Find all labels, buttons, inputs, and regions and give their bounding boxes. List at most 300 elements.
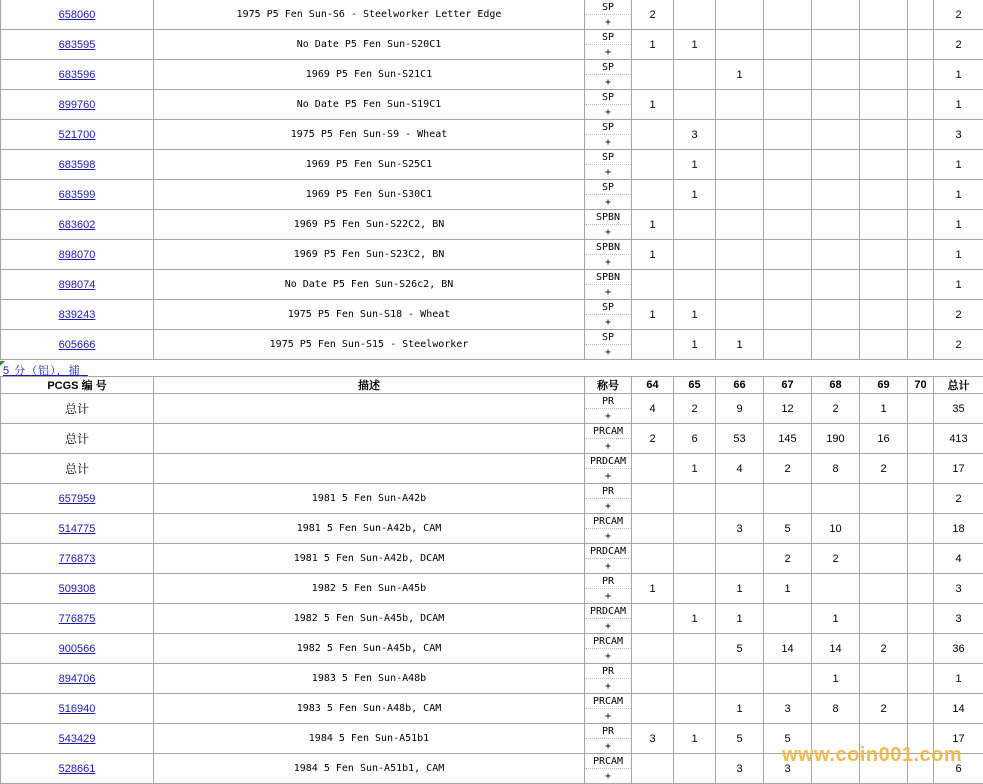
designation-stack [585,394,631,423]
designation-label: SPBN [585,210,631,225]
designation-plus-link[interactable]: + [585,499,631,513]
grade-64-count [632,30,674,60]
description-cell [154,664,585,694]
grade-64-count [632,394,674,424]
pcgs-id-cell [1,30,154,60]
designation-label: SP [585,180,631,195]
grade-64-count [632,270,674,300]
total-count-cell [934,454,983,484]
pcgs-id-link[interactable]: 509308 [59,583,96,595]
designation-cell [585,754,632,784]
pcgs-id-cell [1,120,154,150]
designation-plus-link[interactable]: + [585,45,631,59]
description-text: 1984 5 Fen Sun-A51b1 [309,733,429,744]
total-count-cell [934,484,983,514]
count-value: 5 [784,523,790,535]
total-count-value: 1 [955,673,961,685]
grade-69-count [860,454,908,484]
header-grade-70[interactable]: 70 [908,377,934,394]
grade-64-count [632,120,674,150]
header-grade-64[interactable]: 64 [632,377,674,394]
designation-cell [585,120,632,150]
grade-65-count [674,724,716,754]
designation-stack [585,604,631,633]
grade-66-count [716,484,764,514]
grade-64-count [632,210,674,240]
grade-65-count [674,424,716,454]
population-table-section-1 [0,0,983,360]
designation-label: PR [585,574,631,589]
description-cell [154,60,585,90]
grade-66-count [716,454,764,484]
grade-70-count [908,544,934,574]
description-cell [154,544,585,574]
pcgs-id-link[interactable]: 605666 [59,339,96,351]
designation-plus-link[interactable]: + [585,105,631,119]
description-text: 1975 P5 Fen Sun-S18 - Wheat [288,309,451,320]
header-total[interactable]: 总计 [934,377,983,394]
grade-67-count [764,210,812,240]
count-value: 1 [784,583,790,595]
grade-69-count [860,330,908,360]
description-text: 1983 5 Fen Sun-A48b, CAM [297,703,442,714]
grade-66-count [716,60,764,90]
grade-70-count [908,514,934,544]
description-text: 1981 5 Fen Sun-A42b [312,493,426,504]
header-grade-69[interactable]: 69 [860,377,908,394]
grade-65-count [674,754,716,784]
designation-plus-link[interactable]: + [585,165,631,179]
table-row [1,694,983,724]
grade-65-count [674,90,716,120]
grade-64-count [632,724,674,754]
pcgs-id-cell [1,724,154,754]
grade-64-count [632,180,674,210]
designation-label: PRCAM [585,514,631,529]
pcgs-id-cell [1,90,154,120]
total-count-cell [934,60,983,90]
grade-68-count [812,664,860,694]
total-count-cell [934,604,983,634]
pcgs-id-cell [1,240,154,270]
grade-64-count [632,514,674,544]
count-value: 3 [691,129,697,141]
grade-68-count [812,180,860,210]
designation-plus-link[interactable]: + [585,439,631,453]
description-cell [154,90,585,120]
total-count-cell [934,694,983,724]
grade-70-count [908,424,934,454]
designation-stack [585,424,631,453]
grade-65-count [674,120,716,150]
total-count-value: 1 [955,69,961,81]
designation-cell [585,60,632,90]
count-value: 10 [829,523,841,535]
designation-plus-link[interactable]: + [585,285,631,299]
grade-69-count [860,574,908,604]
grade-66-count [716,150,764,180]
designation-stack [585,150,631,179]
count-value: 2 [880,703,886,715]
designation-label: PR [585,724,631,739]
designation-cell [585,634,632,664]
grade-65-count [674,574,716,604]
designation-plus-link[interactable]: + [585,195,631,209]
pcgs-id-cell [1,330,154,360]
total-count-value: 1 [955,189,961,201]
designation-label: SP [585,330,631,345]
header-designation[interactable]: 称号 [585,377,632,394]
designation-stack [585,330,631,359]
designation-stack [585,210,631,239]
designation-label: PRCAM [585,694,631,709]
description-text: 1981 5 Fen Sun-A42b, CAM [297,523,442,534]
designation-plus-link[interactable]: + [585,315,631,329]
count-value: 1 [736,613,742,625]
grade-66-count [716,330,764,360]
count-value: 1 [691,189,697,201]
total-count-value: 3 [955,583,961,595]
grade-66-count [716,634,764,664]
pcgs-id-link[interactable]: 657959 [59,493,96,505]
grade-70-count [908,210,934,240]
grade-69-count [860,150,908,180]
description-text: 1981 5 Fen Sun-A42b, DCAM [294,553,445,564]
description-text: 1975 P5 Fen Sun-S9 - Wheat [291,129,448,140]
grade-64-count [632,240,674,270]
pcgs-id-cell [1,574,154,604]
grade-69-count [860,544,908,574]
count-value: 1 [649,583,655,595]
grade-66-count [716,754,764,784]
header-pcgs-id[interactable]: PCGS 编 号 [1,377,154,394]
total-count-value: 36 [952,643,964,655]
grade-65-count [674,150,716,180]
pcgs-id-link[interactable]: 543429 [59,733,96,745]
count-value: 2 [784,463,790,475]
grade-70-count [908,574,934,604]
grade-66-count [716,180,764,210]
grade-65-count [674,210,716,240]
grade-68-count [812,424,860,454]
grade-64-count [632,484,674,514]
section-1-body [1,0,983,360]
designation-plus-link[interactable]: + [585,135,631,149]
grade-66-count [716,574,764,604]
designation-plus-link[interactable]: + [585,589,631,603]
pcgs-id-link[interactable]: 776875 [59,613,96,625]
pcgs-id-link[interactable]: 658060 [59,9,96,21]
designation-cell [585,544,632,574]
grade-68-count [812,270,860,300]
header-grade-66[interactable]: 66 [716,377,764,394]
total-count-cell [934,514,983,544]
grade-66-count [716,0,764,30]
count-value: 1 [649,39,655,51]
grade-65-count [674,664,716,694]
total-count-value: 2 [955,9,961,21]
grade-65-count [674,394,716,424]
designation-plus-link[interactable]: + [585,619,631,633]
grade-64-count [632,604,674,634]
designation-stack [585,454,631,483]
designation-stack [585,0,631,29]
table-row [1,30,983,60]
grade-64-count [632,300,674,330]
grade-70-count [908,90,934,120]
grade-70-count [908,394,934,424]
grade-68-count [812,330,860,360]
pcgs-id-link[interactable]: 839243 [59,309,96,321]
grade-67-count [764,544,812,574]
table-row [1,300,983,330]
description-cell [154,330,585,360]
count-value: 1 [832,613,838,625]
total-count-cell [934,270,983,300]
grade-68-count [812,150,860,180]
grade-69-count [860,300,908,330]
pcgs-id-cell [1,180,154,210]
designation-plus-link[interactable]: + [585,225,631,239]
header-grade-65[interactable]: 65 [674,377,716,394]
designation-plus-link[interactable]: + [585,679,631,693]
grade-66-count [716,424,764,454]
pcgs-id-link[interactable]: 899760 [59,99,96,111]
grade-68-count [812,604,860,634]
grade-67-count [764,574,812,604]
designation-plus-link[interactable]: + [585,739,631,753]
pcgs-id-link[interactable]: 683598 [59,159,96,171]
count-value: 5 [736,733,742,745]
count-value: 2 [649,433,655,445]
pcgs-id-link[interactable]: 683599 [59,189,96,201]
total-count-cell [934,30,983,60]
designation-stack [585,300,631,329]
designation-plus-link[interactable]: + [585,409,631,423]
pcgs-id-link[interactable]: 900566 [59,643,96,655]
total-count-value: 17 [952,733,964,745]
grade-64-count [632,0,674,30]
pcgs-id-link[interactable]: 514775 [59,523,96,535]
pcgs-id-cell [1,60,154,90]
grade-68-count [812,0,860,30]
grade-65-count [674,634,716,664]
table-row [1,60,983,90]
designation-cell [585,484,632,514]
designation-plus-link[interactable]: + [585,469,631,483]
pcgs-id-link[interactable]: 683602 [59,219,96,231]
designation-label: SPBN [585,270,631,285]
grade-66-count [716,544,764,574]
grade-64-count [632,60,674,90]
pcgs-id-link[interactable]: 776873 [59,553,96,565]
pcgs-id-link[interactable]: 683595 [59,39,96,51]
designation-label: SP [585,300,631,315]
count-value: 2 [880,643,886,655]
description-cell [154,514,585,544]
designation-stack [585,30,631,59]
grade-70-count [908,0,934,30]
grade-66-count [716,300,764,330]
count-value: 2 [691,403,697,415]
grade-68-count [812,30,860,60]
designation-stack [585,754,631,783]
pcgs-id-link[interactable]: 528661 [59,763,96,775]
grade-68-count [812,454,860,484]
count-value: 9 [736,403,742,415]
designation-cell [585,330,632,360]
description-cell [154,394,585,424]
designation-plus-link[interactable]: + [585,709,631,723]
total-count-cell [934,544,983,574]
grade-69-count [860,210,908,240]
designation-plus-link[interactable]: + [585,255,631,269]
description-cell [154,754,585,784]
table-row [1,544,983,574]
designation-cell [585,240,632,270]
count-value: 3 [736,523,742,535]
grade-67-count [764,30,812,60]
count-value: 2 [784,553,790,565]
grade-70-count [908,120,934,150]
designation-plus-link[interactable]: + [585,75,631,89]
count-value: 1 [649,309,655,321]
pcgs-id-link[interactable]: 521700 [59,129,96,141]
designation-label: PRCAM [585,754,631,769]
grade-69-count [860,90,908,120]
pcgs-id-cell [1,150,154,180]
description-text: 1982 5 Fen Sun-A45b, CAM [297,643,442,654]
grade-67-count [764,240,812,270]
description-cell [154,30,585,60]
count-value: 1 [736,703,742,715]
table-row [1,270,983,300]
grade-66-count [716,270,764,300]
pcgs-id-link[interactable]: 898070 [59,249,96,261]
designation-plus-link[interactable]: + [585,649,631,663]
grade-64-count [632,664,674,694]
grade-69-count [860,694,908,724]
grade-69-count [860,60,908,90]
site-watermark: www.coin001.com [782,744,962,767]
grade-68-count [812,544,860,574]
total-count-cell [934,210,983,240]
designation-cell [585,0,632,30]
designation-plus-link[interactable]: + [585,345,631,359]
designation-plus-link[interactable]: + [585,769,631,783]
description-cell [154,604,585,634]
total-count-cell [934,634,983,664]
description-text: 1975 P5 Fen Sun-S15 - Steelworker [270,339,469,350]
pcgs-id-link[interactable]: 894706 [59,673,96,685]
designation-plus-link[interactable]: + [585,15,631,29]
count-value: 4 [736,463,742,475]
designation-stack [585,484,631,513]
header-grade-67[interactable]: 67 [764,377,812,394]
grade-69-count [860,484,908,514]
total-count-cell [934,394,983,424]
description-cell [154,120,585,150]
count-value: 1 [736,69,742,81]
grade-70-count [908,60,934,90]
designation-stack [585,514,631,543]
grade-67-count [764,330,812,360]
pcgs-id-cell [1,634,154,664]
grade-70-count [908,240,934,270]
header-grade-68[interactable]: 68 [812,377,860,394]
designation-label: SP [585,150,631,165]
pcgs-id-link[interactable]: 516940 [59,703,96,715]
grade-65-count [674,270,716,300]
designation-plus-link[interactable]: + [585,559,631,573]
pcgs-id-cell [1,210,154,240]
designation-stack [585,120,631,149]
description-cell [154,300,585,330]
header-description[interactable]: 描述 [154,377,585,394]
count-value: 16 [877,433,889,445]
grade-66-count [716,240,764,270]
pcgs-id-link[interactable]: 683596 [59,69,96,81]
designation-stack [585,544,631,573]
count-value: 1 [691,339,697,351]
pcgs-id-cell [1,664,154,694]
pcgs-id-link[interactable]: 898074 [59,279,96,291]
designation-label: SPBN [585,240,631,255]
grade-64-count [632,150,674,180]
count-value: 2 [832,553,838,565]
grade-70-count [908,300,934,330]
description-cell [154,240,585,270]
designation-label: PRDCAM [585,544,631,559]
grade-68-count [812,240,860,270]
total-row [1,454,983,484]
designation-label: PRCAM [585,634,631,649]
description-text: 1969 P5 Fen Sun-S21C1 [306,69,432,80]
description-cell [154,210,585,240]
count-value: 2 [649,9,655,21]
grade-65-count [674,454,716,484]
section-title-link[interactable]: 5 分（铝），捕_ [3,362,88,378]
description-text: 1969 P5 Fen Sun-S23C2, BN [294,249,445,260]
total-count-cell [934,330,983,360]
designation-cell [585,30,632,60]
description-text: 1984 5 Fen Sun-A51b1, CAM [294,763,445,774]
grade-69-count [860,664,908,694]
grade-67-count [764,300,812,330]
designation-plus-link[interactable]: + [585,529,631,543]
description-cell [154,424,585,454]
total-label: 总计 [65,402,89,416]
grade-68-count [812,60,860,90]
grade-65-count [674,300,716,330]
total-count-cell [934,574,983,604]
count-value: 1 [880,403,886,415]
grade-66-count [716,694,764,724]
grade-64-count [632,454,674,484]
grade-67-count [764,424,812,454]
grade-67-count [764,60,812,90]
total-count-value: 18 [952,523,964,535]
designation-cell [585,270,632,300]
table-row [1,664,983,694]
section-header-bar [0,361,983,376]
table-row [1,330,983,360]
count-value: 1 [691,463,697,475]
grade-65-count [674,544,716,574]
grade-68-count [812,694,860,724]
count-value: 3 [784,703,790,715]
designation-cell [585,90,632,120]
